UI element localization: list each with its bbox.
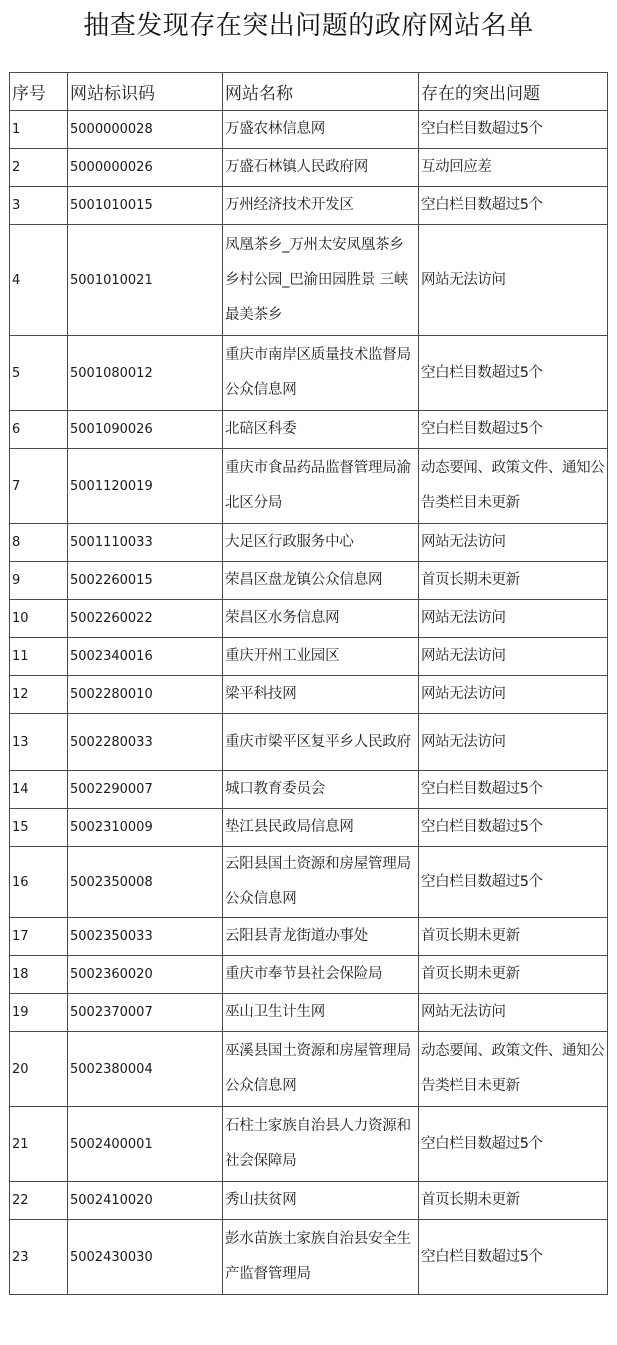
issue-cell: 网站无法访问 [419, 600, 608, 638]
table-row [10, 524, 608, 562]
serial-number-cell: 14 [10, 771, 68, 809]
table-row [10, 1220, 608, 1295]
site-name-cell: 万盛石林镇人民政府网 [223, 149, 419, 187]
site-name-cell: 巫山卫生计生网 [223, 994, 419, 1032]
issue-cell: 首页长期未更新 [419, 956, 608, 994]
site-name-cell: 巫溪县国土资源和房屋管理局公众信息网 [223, 1032, 419, 1107]
serial-number-cell: 10 [10, 600, 68, 638]
site-name-cell: 北碚区科委 [223, 411, 419, 449]
site-code-cell: 5001010015 [68, 187, 223, 225]
site-name-cell: 重庆开州工业园区 [223, 638, 419, 676]
serial-number-cell: 21 [10, 1107, 68, 1182]
table-row [10, 149, 608, 187]
serial-number-cell: 9 [10, 562, 68, 600]
site-name-cell: 重庆市食品药品监督管理局渝北区分局 [223, 449, 419, 524]
serial-number-cell: 8 [10, 524, 68, 562]
table-row [10, 187, 608, 225]
serial-number-cell: 20 [10, 1032, 68, 1107]
site-name-cell: 重庆市梁平区复平乡人民政府 [223, 714, 419, 771]
table-row [10, 714, 608, 771]
issue-cell: 空白栏目数超过5个 [419, 809, 608, 847]
table-row [10, 847, 608, 918]
issue-cell: 空白栏目数超过5个 [419, 1220, 608, 1295]
issue-cell: 互动回应差 [419, 149, 608, 187]
site-code-cell: 5001010021 [68, 225, 223, 336]
site-code-cell: 5002350008 [68, 847, 223, 918]
serial-number-cell: 17 [10, 918, 68, 956]
site-name-cell: 万州经济技术开发区 [223, 187, 419, 225]
site-name-cell: 凤凰茶乡_万州太安凤凰茶乡乡村公园_巴渝田园胜景 三峡最美茶乡 [223, 225, 419, 336]
page-title: 抽查发现存在突出问题的政府网站名单 [83, 11, 534, 41]
serial-number-cell: 2 [10, 149, 68, 187]
issue-cell: 动态要闻、政策文件、通知公告类栏目未更新 [419, 1032, 608, 1107]
site-code-cell: 5002430030 [68, 1220, 223, 1295]
table-row [10, 1107, 608, 1182]
serial-number-cell: 5 [10, 336, 68, 411]
serial-number-cell: 3 [10, 187, 68, 225]
site-code-cell: 5001090026 [68, 411, 223, 449]
site-code-cell: 5002340016 [68, 638, 223, 676]
table-body [10, 111, 608, 1295]
issue-cell: 空白栏目数超过5个 [419, 847, 608, 918]
issue-cell: 空白栏目数超过5个 [419, 187, 608, 225]
table-header-row [10, 73, 608, 111]
header-serial-number: 序号 [10, 73, 68, 111]
header-issue: 存在的突出问题 [419, 73, 608, 111]
header-site-code: 网站标识码 [68, 73, 223, 111]
table-row [10, 771, 608, 809]
table-row [10, 411, 608, 449]
site-code-cell: 5002260015 [68, 562, 223, 600]
site-name-cell: 重庆市南岸区质量技术监督局公众信息网 [223, 336, 419, 411]
serial-number-cell: 12 [10, 676, 68, 714]
issue-cell: 动态要闻、政策文件、通知公告类栏目未更新 [419, 449, 608, 524]
site-name-cell: 城口教育委员会 [223, 771, 419, 809]
site-name-cell: 秀山扶贫网 [223, 1182, 419, 1220]
serial-number-cell: 23 [10, 1220, 68, 1295]
issue-cell: 首页长期未更新 [419, 1182, 608, 1220]
table-row [10, 809, 608, 847]
site-name-cell: 荣昌区盘龙镇公众信息网 [223, 562, 419, 600]
table-row [10, 1182, 608, 1220]
site-code-cell: 5002410020 [68, 1182, 223, 1220]
issue-cell: 空白栏目数超过5个 [419, 1107, 608, 1182]
site-name-cell: 大足区行政服务中心 [223, 524, 419, 562]
issue-cell: 空白栏目数超过5个 [419, 336, 608, 411]
site-name-cell: 云阳县青龙街道办事处 [223, 918, 419, 956]
site-code-cell: 5001080012 [68, 336, 223, 411]
table-row [10, 956, 608, 994]
site-code-cell: 5002260022 [68, 600, 223, 638]
site-code-cell: 5002310009 [68, 809, 223, 847]
table-row [10, 562, 608, 600]
serial-number-cell: 7 [10, 449, 68, 524]
issue-cell: 网站无法访问 [419, 714, 608, 771]
site-name-cell: 石柱土家族自治县人力资源和社会保障局 [223, 1107, 419, 1182]
issue-cell: 网站无法访问 [419, 994, 608, 1032]
serial-number-cell: 22 [10, 1182, 68, 1220]
table-row [10, 638, 608, 676]
issue-cell: 空白栏目数超过5个 [419, 111, 608, 149]
issue-cell: 首页长期未更新 [419, 562, 608, 600]
table-row [10, 1032, 608, 1107]
site-name-cell: 荣昌区水务信息网 [223, 600, 419, 638]
site-code-cell: 5002350033 [68, 918, 223, 956]
table-row [10, 336, 608, 411]
serial-number-cell: 13 [10, 714, 68, 771]
table-row [10, 600, 608, 638]
table-row [10, 449, 608, 524]
serial-number-cell: 16 [10, 847, 68, 918]
serial-number-cell: 18 [10, 956, 68, 994]
site-name-cell: 万盛农林信息网 [223, 111, 419, 149]
site-code-cell: 5002400001 [68, 1107, 223, 1182]
header-site-name: 网站名称 [223, 73, 419, 111]
site-name-cell: 梁平科技网 [223, 676, 419, 714]
site-code-cell: 5001110033 [68, 524, 223, 562]
serial-number-cell: 4 [10, 225, 68, 336]
site-code-cell: 5002360020 [68, 956, 223, 994]
table-row [10, 676, 608, 714]
issue-cell: 首页长期未更新 [419, 918, 608, 956]
site-name-cell: 垫江县民政局信息网 [223, 809, 419, 847]
issue-cell: 空白栏目数超过5个 [419, 771, 608, 809]
issue-cell: 空白栏目数超过5个 [419, 411, 608, 449]
table-row [10, 225, 608, 336]
site-code-cell: 5000000026 [68, 149, 223, 187]
site-code-cell: 5002290007 [68, 771, 223, 809]
issue-cell: 网站无法访问 [419, 638, 608, 676]
site-code-cell: 5001120019 [68, 449, 223, 524]
serial-number-cell: 6 [10, 411, 68, 449]
site-code-cell: 5002370007 [68, 994, 223, 1032]
serial-number-cell: 19 [10, 994, 68, 1032]
website-list-table [9, 72, 608, 1295]
table-row [10, 111, 608, 149]
site-code-cell: 5002280010 [68, 676, 223, 714]
serial-number-cell: 1 [10, 111, 68, 149]
site-code-cell: 5002280033 [68, 714, 223, 771]
site-code-cell: 5000000028 [68, 111, 223, 149]
site-name-cell: 重庆市奉节县社会保险局 [223, 956, 419, 994]
issue-cell: 网站无法访问 [419, 676, 608, 714]
table-row [10, 918, 608, 956]
issue-cell: 网站无法访问 [419, 524, 608, 562]
site-name-cell: 云阳县国土资源和房屋管理局公众信息网 [223, 847, 419, 918]
site-name-cell: 彭水苗族土家族自治县安全生产监督管理局 [223, 1220, 419, 1295]
table-row [10, 994, 608, 1032]
issue-cell: 网站无法访问 [419, 225, 608, 336]
site-code-cell: 5002380004 [68, 1032, 223, 1107]
serial-number-cell: 11 [10, 638, 68, 676]
serial-number-cell: 15 [10, 809, 68, 847]
